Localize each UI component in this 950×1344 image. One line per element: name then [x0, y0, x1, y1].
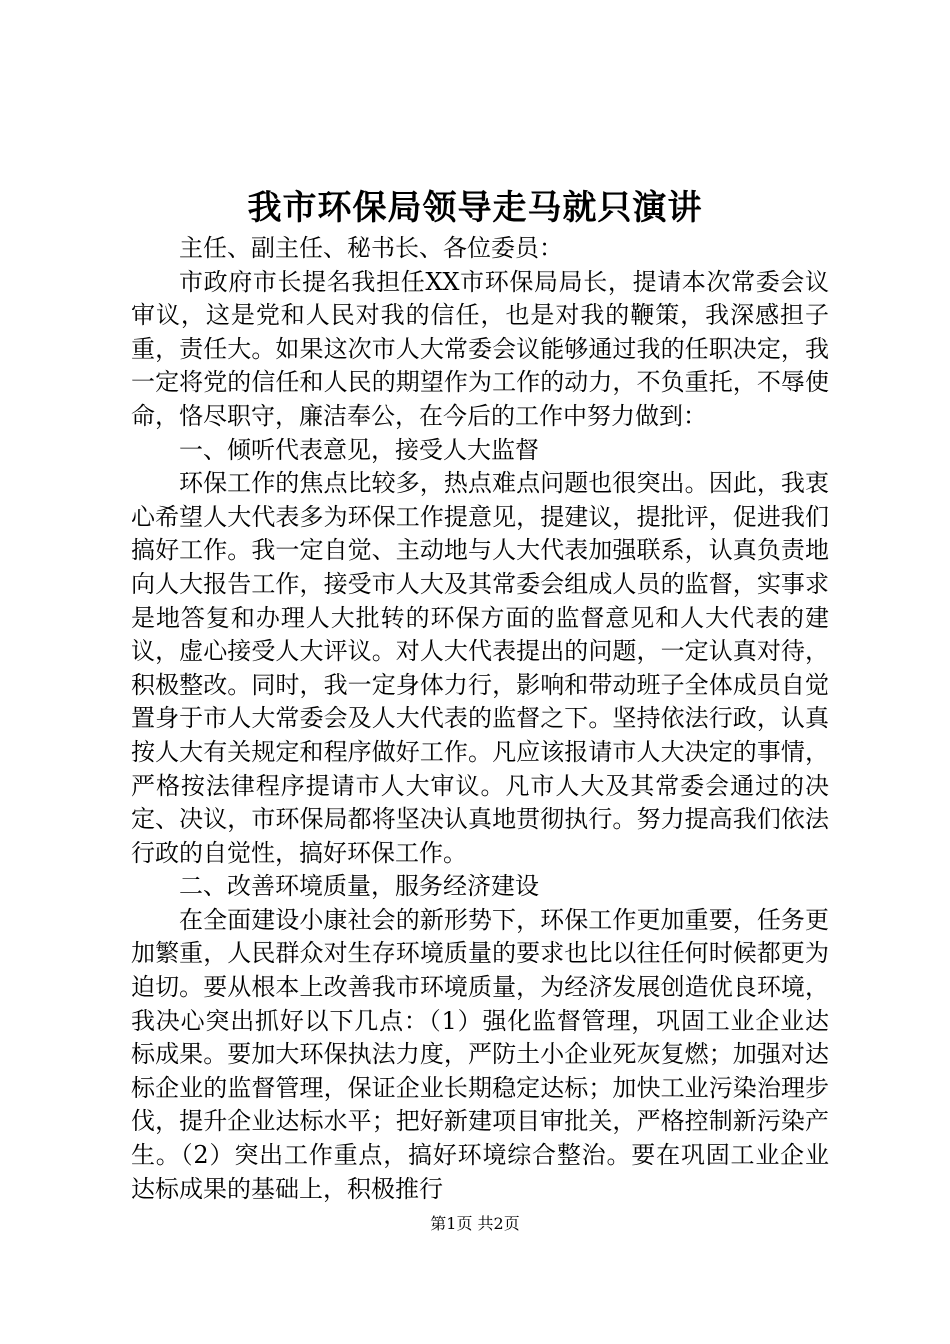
section-heading-1: 一、倾听代表意见，接受人大监督: [179, 435, 539, 464]
intro-paragraph: 市政府市长提名我担任XX市环保局局长，提请本次常委会议审议，这是党和人民对我的信任，也是对我的鞭策，我深感担子重，责任大。如果这次市人大常委会议能够通过我的任职决定，我一定将党的信任和人民的期望作为工作的动力，不负重托，不辱使命，恪尽职守，廉洁奉公，在今后的工作中努力做到：: [131, 267, 829, 430]
document-title: 我市环保局领导走马就只演讲: [247, 188, 703, 228]
section-1-paragraph: 环保工作的焦点比较多，热点难点问题也很突出。因此，我衷心希望人大代表多为环保工作提意见，提建议，提批评，促进我们搞好工作。我一定自觉、主动地与人大代表加强联系，认真负责地向人大报告工作，接受市人大及其常委会组成人员的监督，实事求是地答复和办理人大批转的环保方面的监督意见和人大代表的建议，虚心接受人大评议。对人大代表提出的问题，一定认真对待，积极整改。同时，我一定身体力行，影响和带动班子全体成员自觉置身于市人大常委会及人大代表的监督之下。坚持依法行政，认真按人大有关规定和程序做好工作。凡应该报请市人大决定的事情，严格按法律程序提请市人大审议。凡市人大及其常委会通过的决定、决议，市环保局都将坚决认真地贯彻执行。努力提高我们依法行政的自觉性，搞好环保工作。: [131, 469, 829, 867]
section-heading-2: 二、改善环境质量，服务经济建设: [179, 872, 539, 901]
salutation-paragraph: 主任、副主任、秘书长、各位委员：: [179, 234, 563, 262]
section-2-paragraph: 在全面建设小康社会的新形势下，环保工作更加重要，任务更加繁重，人民群众对生存环境质量的要求也比以往任何时候都更为迫切。要从根本上改善我市环境质量，为经济发展创造优良环境，我决心突出抓好以下几点：（1）强化监督管理，巩固工业企业达标成果。要加大环保执法力度，严防土小企业死灰复燃；加强对达标企业的监督管理，保证企业长期稳定达标；加快工业污染治理步伐，提升企业达标水平；把好新建项目审批关，严格控制新污染产生。（2）突出工作重点，搞好环境综合整治。要在巩固工业企业达标成果的基础上，积极推行: [131, 905, 829, 1203]
document-body: [131, 232, 829, 1206]
page-footer: 第1页 共2页: [430, 1214, 520, 1233]
